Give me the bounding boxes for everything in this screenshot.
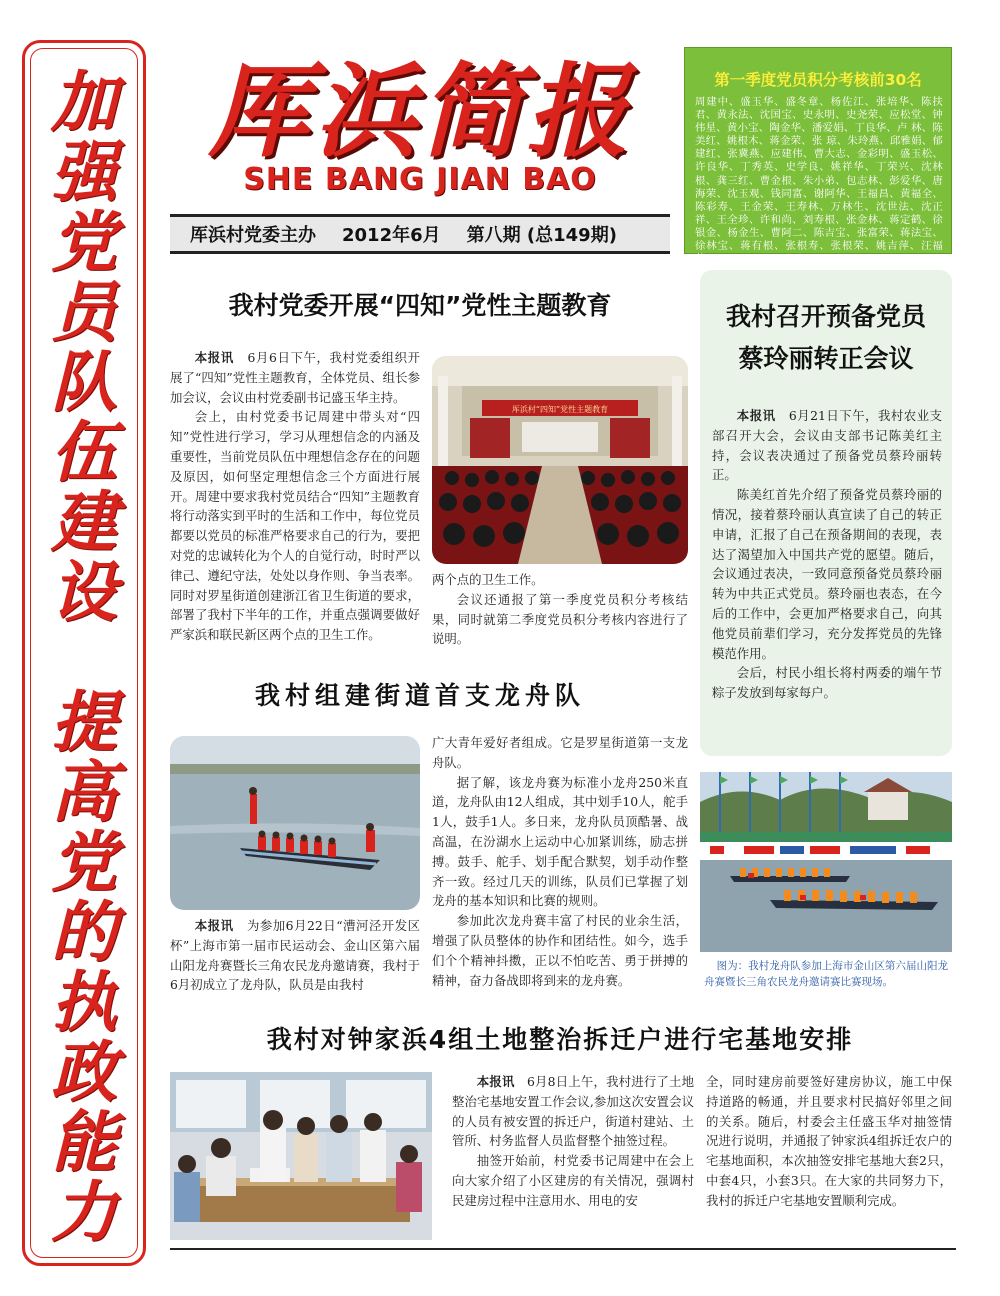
slogan-char: 队 — [51, 343, 117, 421]
ranking-names: 周建中、盛玉华、盛冬章、杨佐江、张培华、陈扶君、黄永法、沈国宝、史永明、史尧荣、应松堂、钟伟星、黄小宝、陶金华、潘爱娟、丁良华、卢 林、陈美红、姚根木、蒋金荣、张 琼、朱玲燕、邱雅娟、郁建红、张冀燕、应建伟、曹大志、金彩明、盛玉松、许良华、丁秀英、史学良、姚祥华、丁荣兴、沈林根、龚三红、曹金根、朱小弟、包志林、彭爱华、唐海荣、沈玉观、钱同富、谢阿华、王福昌、黄福全、陈彩寿、王金荣、王寿林、万林生、沈世法、沈正祥、王全珍、许和尚、刘寿根、张金林、蒋定鹤、徐银金、杨金生、曹阿二、陈吉宝、张富荣、蒋法宝、徐林宝、蒋有根、张根寿、张根荣、姚吉萍、汪福荣。 — [695, 96, 943, 266]
article1-p2: 会上，由村党委书记周建中带头对“四知”党性进行学习，学习从理想信念的内涵及重要性，当前党员队伍中理想信念存在的问题及原因，如何坚定理想信念三个方面进行展开。周建中要求我村党员结合“四知”主题教育将行动落实到平时的生活和工作中，每位党员都要以党员的标准严格要求自己的行为，要把对党的忠诚转化为个人的自觉行动，时时严以律己、遵纪守法，处处以身作则、争当表率。同时对罗星街道创建浙江省卫生街道的要求，部署了我村下半年的工作，并重点强调要做好严家浜和联民新区两个点的卫生工作。 — [170, 409, 420, 643]
slogan-char: 党 — [51, 823, 117, 901]
side-article-p3: 会后，村民小组长将村两委的端午节粽子发放到每家每户。 — [712, 665, 942, 701]
article3-body-continued — [706, 1072, 952, 1211]
article3-body — [452, 1072, 694, 1211]
meeting-banner-text: 厍浜村“四知”党性主题教育 — [511, 405, 609, 414]
slogan-char: 员 — [51, 273, 117, 351]
article1-p2-tail: 两个点的卫生工作。 — [432, 572, 544, 587]
slogan-char: 力 — [51, 1173, 117, 1251]
side-article-body — [712, 406, 942, 703]
side-article-p1: 6月21日下午，我村农业支部召开大会，会议由支部书记陈美红主持，会议表决通过了预备党员蔡玲丽转正。 — [712, 408, 942, 483]
slogan-char: 政 — [51, 1033, 117, 1111]
dragon-boat-race-photo — [700, 772, 952, 952]
article2-body — [170, 916, 420, 995]
side-article-lead: 本报讯 — [736, 408, 776, 423]
slogan-char: 强 — [51, 133, 117, 211]
meeting-photo — [432, 356, 688, 564]
lottery-meeting-photo — [170, 1072, 432, 1240]
article3-p1: 6月8日上午，我村进行了土地整治宅基地安置工作会议,参加这次安置会议的人员有被安置的拆迁户，街道村建站、土管所、村务监督人员监督整个抽签过程。 — [452, 1074, 694, 1149]
slogan-char: 能 — [51, 1103, 117, 1181]
article3-lead: 本报讯 — [476, 1074, 515, 1089]
article1-body — [170, 348, 420, 668]
article3-p2b: 全，同时建房前要签好建房协议，施工中保持道路的畅通，并且要求村民搞好邻里之间的关系。随后，村委会主任盛玉华对抽签情况进行说明，并通报了钟家浜4组拆迁农户的宅基地面积，本次抽签安排宅基地大套2只，中套4只，小套3只。在大家的共同努力下，我村的拆迁户宅基地安置顺利完成。 — [706, 1074, 952, 1208]
issue-date: 2012年6月 — [342, 225, 441, 246]
article2-p1b: 广大青年爱好者组成。它是罗星街道第一支龙舟队。 — [432, 735, 688, 770]
dragon-boat-training-photo — [170, 736, 420, 910]
article3-p2a: 抽签开始前，村党委书记周建中在会上向大家介绍了小区建房的有关情况，强调村民建房过程中注意用水、用电的安 — [452, 1153, 694, 1208]
slogan-char: 高 — [51, 753, 117, 831]
side-headline-line1: 我村召开预备党员 — [725, 302, 926, 331]
dragon-boat-training-illustration — [170, 736, 420, 910]
side-article-headline — [704, 296, 948, 380]
article1-body-continued — [432, 570, 688, 649]
article2-body-continued — [432, 733, 688, 990]
article3-headline: 我村对钟家浜4组土地整治拆迁户进行宅基地安排 — [266, 1025, 854, 1054]
slogan-line-1 — [25, 63, 143, 631]
side-article-p2: 陈美红首先介绍了预备党员蔡玲丽的情况，接着蔡玲丽认真宣读了自己的转正申请，汇报了自己在预备期间的表现，表达了渴望加入中国共产党的愿望。随后，会议通过表决，一致同意预备党员蔡玲丽转为中共正式党员。蔡玲丽也表态，在今后的工作中，会更加严格要求自己，向其他党员前辈们学习，充分发挥党员的先锋模范作用。 — [712, 487, 942, 661]
ranking-box — [684, 47, 952, 266]
article1-p3: 会议还通报了第一季度党员积分考核结果，同时就第二季度党员积分考核内容进行了说明。 — [432, 591, 688, 647]
slogan-char: 执 — [51, 963, 117, 1041]
slogan-char: 提 — [51, 683, 117, 761]
slogan-char: 党 — [51, 203, 117, 281]
article2-p2: 据了解，该龙舟赛为标准小龙舟250米直道，龙舟队由12人组成，其中划手10人，舵手1人，鼓手1人。多日来，龙舟队员顶酷暑、战高温，在汾湖水上运动中心加紧训练，励志拼搏。鼓手、舵手、划手配合默契，划手动作整齐一致。经过几天的训练，队员们已掌握了划龙舟的基本知识和比赛的规则。 — [432, 774, 688, 909]
dragon-boat-race-illustration — [700, 772, 952, 952]
issue-number: 第八期 (总149期) — [466, 225, 617, 246]
lottery-meeting-illustration — [170, 1072, 432, 1240]
slogan-line-2 — [25, 683, 143, 1251]
bottom-rule — [170, 1248, 956, 1250]
meeting-photo-illustration — [432, 356, 688, 564]
slogan-char: 伍 — [51, 413, 117, 491]
masthead-title: 厍浜简报 — [208, 52, 632, 172]
slogan-char: 设 — [51, 553, 117, 631]
article1-headline: 我村党委开展“四知”党性主题教育 — [228, 291, 612, 320]
masthead-subtitle: SHE BANG JIAN BAO — [243, 162, 597, 197]
article2-headline: 我村组建街道首支龙舟队 — [254, 681, 585, 710]
issue-info-bar — [170, 214, 670, 254]
dragon-boat-caption: 图为：我村龙舟队参加上海市金山区第六届山阳龙舟赛暨长三角农民龙舟邀请赛比赛现场。 — [704, 960, 948, 988]
article2-p1a: 为参加6月22日“漕河泾开发区杯”上海市第一届市民运动会、金山区第六届山阳龙舟赛暨长三角农民龙舟邀请赛，我村于6月初成立了龙舟队，队员是由我村 — [170, 918, 421, 993]
side-headline-line2: 蔡玲丽转正会议 — [738, 344, 914, 373]
slogan-char: 建 — [51, 483, 117, 561]
article2-p3: 参加此次龙舟赛丰富了村民的业余生活，增强了队员整体的协作和团结性。如今，选手们个个精神抖擞，正以不怕吃苦、勇于拼搏的精神，奋力备战即将到来的龙舟赛。 — [432, 913, 688, 988]
article2-lead: 本报讯 — [194, 918, 234, 933]
slogan-char: 的 — [51, 893, 117, 971]
slogan-char: 加 — [51, 63, 117, 141]
publisher: 厍浜村党委主办 — [190, 225, 316, 246]
article1-lead: 本报讯 — [194, 350, 234, 365]
ranking-title: 第一季度党员积分考核前30名 — [714, 71, 922, 89]
article1-p1: 6月6日下午，我村党委组织开展了“四知”党性主题教育，全体党员、组长参加会议，会议由村党委副书记盛玉华主持。 — [170, 350, 420, 405]
slogan-banner — [22, 40, 146, 1266]
